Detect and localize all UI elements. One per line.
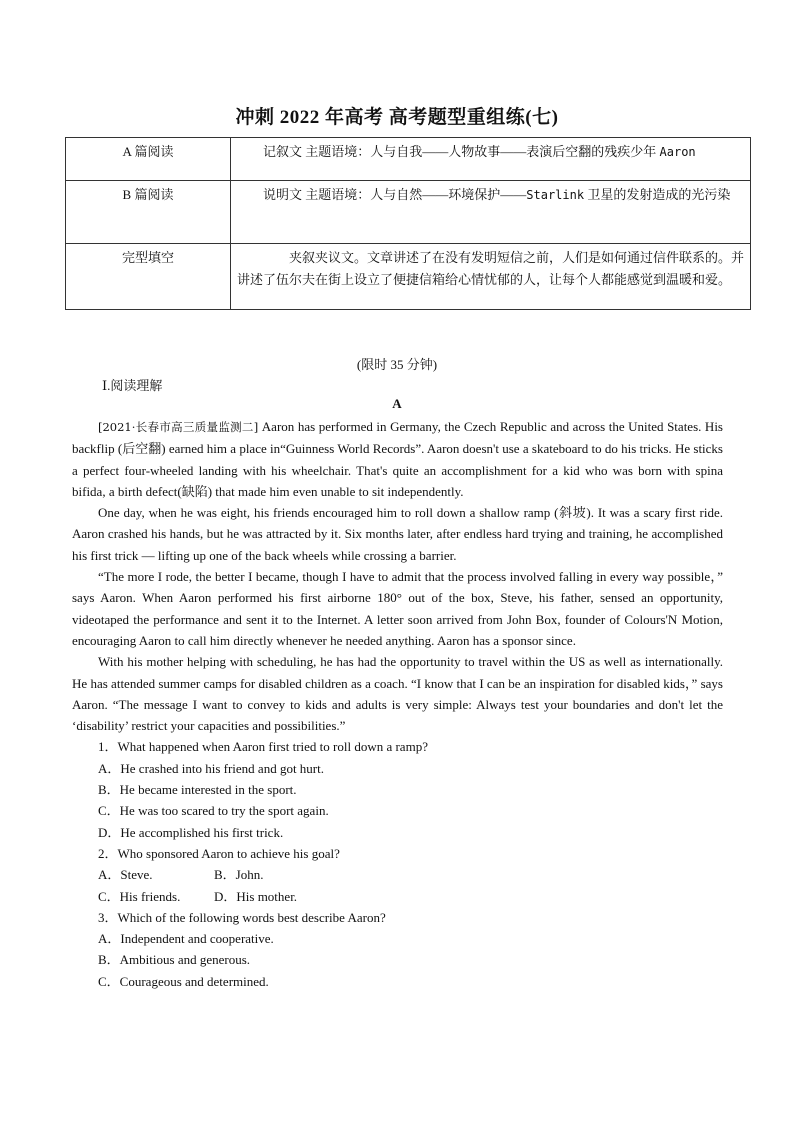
section-heading: Ⅰ.阅读理解 (102, 378, 163, 393)
description-text: 记叙文 主题语境：人与自我——人物故事——表演后空翻的残疾少年 (263, 144, 660, 159)
description-term: Aaron (659, 145, 696, 159)
description-text: 说明文 主题语境：人与自然——环境保护—— (263, 187, 527, 202)
description-text: 夹叙夹议文。文章讲述了在没有发明短信之前，人们是如何通过信件联系的。并讲述了伍尔夫在街上设立了便捷信箱给心情忧郁的人，让每个人都能感觉到温暖和爱。 (237, 250, 745, 287)
question-stem: 1．What happened when Aaron first tried to roll down a ramp? (98, 739, 428, 755)
answer-option: A．Independent and cooperative. (98, 931, 274, 947)
description-text: 卫星的发射造成的光污染 (584, 187, 731, 202)
table-row (66, 138, 751, 181)
answer-option-row (72, 864, 723, 885)
answer-option: D．He accomplished his first trick. (98, 824, 284, 840)
answer-option: A．Steve. (98, 867, 153, 883)
answer-option: B．He became interested in the sport. (98, 782, 297, 798)
time-limit: (限时 35 分钟) (356, 357, 438, 372)
passage-paragraph: “The more I rode, the better I became, though I have to admit that the process involved falling in every way possible，” says Aaron. When Aaron performed his first airborne 180° out of the box, Steve, his father, sensed an opportunity, videotaped the performance and sent it to the Internet. A letter soon arrived from John Box, founder of Colours'N Motion, encouraging Aaron to call him directly whenever he needed anything. Aaron has a sponsor since. (72, 569, 723, 648)
question-stem: 2．Who sponsored Aaron to achieve his goal? (98, 845, 340, 861)
table-cell-section: 完型填空 (66, 244, 231, 310)
table-cell-description (231, 138, 751, 181)
paragraph-text: Aaron has performed in Germany, the Czech Republic and across the United States. His backflip (后空翻) earned him a place in“Guinness World Records”. Aaron doesn't use a skateboard to do his tricks. He sticks a perfect four-wheeled landing with his wheelchair. That's quite an accomplishment for a kid who was born with spina bifida, a birth defect(缺陷) that made him even unable to sit independently. (72, 419, 723, 499)
answer-option: C．He was too scared to try the sport again. (98, 803, 329, 819)
table-row (66, 244, 751, 310)
table-cell-description (231, 181, 751, 244)
table-cell-description (231, 244, 751, 310)
answer-option: A．He crashed into his friend and got hurt. (98, 760, 325, 776)
description-term: Starlink (526, 188, 585, 202)
passage-body (72, 416, 723, 992)
page-title: 冲刺 2022 年高考 高考题型重组练(七) (235, 107, 559, 128)
passage-paragraph: With his mother helping with scheduling, he has had the opportunity to travel within the US as well as internationally. He has attended summer camps for disabled children as a coach. “I know that I can be an inspiration for disabled kids，” says Aaron. “The message I want to convey to kids and adults is very simple: Always test your boundaries and don't let the ‘disability’ restrict your capacities and possibilities.” (72, 654, 723, 734)
answer-option: B．John. (214, 867, 264, 883)
answer-option: B．Ambitious and generous. (98, 952, 251, 968)
answer-option-row (72, 886, 723, 907)
summary-table (65, 137, 751, 310)
passage-source: [2021·长春市高三质量监测二] (98, 420, 259, 434)
answer-option: C．His friends. (98, 888, 181, 904)
passage-paragraph: One day, when he was eight, his friends encouraged him to roll down a shallow ramp (斜坡). It was a scary first ride. Aaron crashed his hands, but he was attracted by it. Six months later, after endless hard trying and training, he accomplished his first trick — lifting up one of the back wheels while crossing a barrier. (72, 505, 723, 563)
table-cell-section: B 篇阅读 (66, 181, 231, 244)
passage-label: A (392, 396, 402, 411)
table-row (66, 181, 751, 244)
table-cell-section: A 篇阅读 (66, 138, 231, 181)
passage-paragraph (72, 416, 723, 502)
answer-option: C．Courageous and determined. (98, 973, 269, 989)
question-stem: 3．Which of the following words best describe Aaron? (98, 909, 386, 925)
answer-option: D．His mother. (214, 888, 298, 904)
